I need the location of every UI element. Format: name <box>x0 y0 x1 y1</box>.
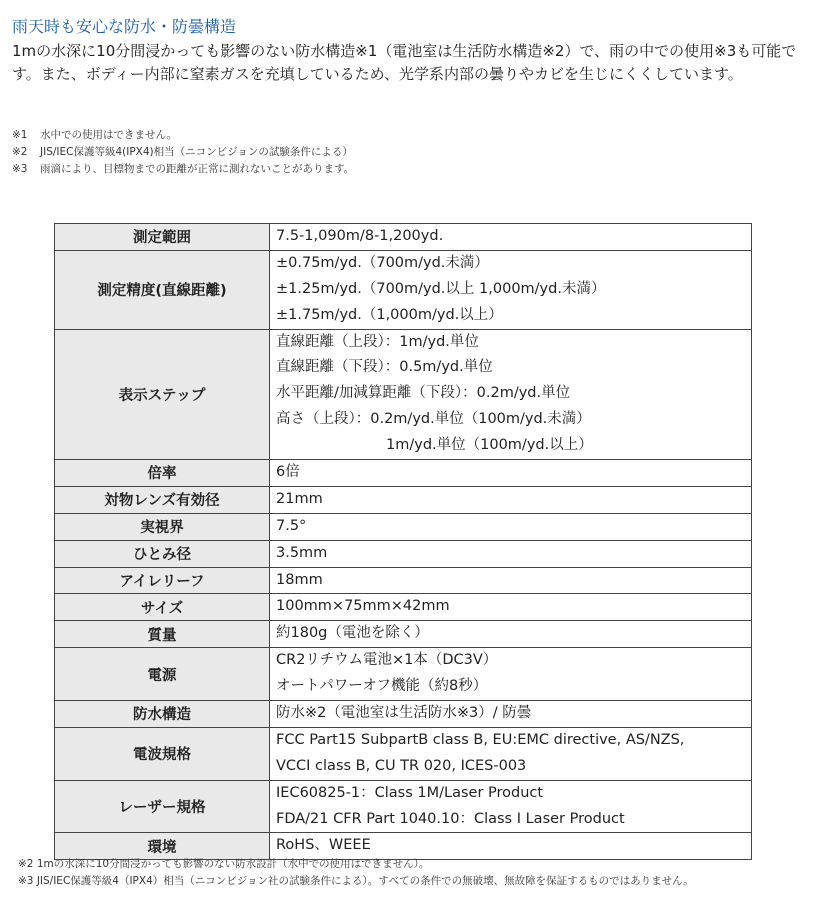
spec-value-line: RoHS、WEEE <box>276 837 371 854</box>
spec-label: アイレリーフ <box>55 567 270 594</box>
spec-value-line: 1m/yd.単位（100m/yd.以上） <box>386 437 593 454</box>
spec-table <box>54 223 752 860</box>
spec-label: 電源 <box>55 648 270 701</box>
footnote-item: ※2 1mの水深に10分間浸かっても影響のない防水設計（水中での使用はできません）。 <box>18 858 430 870</box>
spec-row <box>55 648 752 701</box>
spec-value-line: 直線距離（上段）：1m/yd.単位 <box>276 333 479 350</box>
spec-value-line: 直線距離（下段）：0.5m/yd.単位 <box>276 359 493 376</box>
spec-value-line: IEC60825-1：Class 1M/Laser Product <box>276 784 544 801</box>
spec-value-line: 約180g（電池を除く） <box>276 625 429 642</box>
spec-label: 測定精度(直線距離) <box>55 250 270 329</box>
note-text: 水中での使用はできません。 <box>40 129 178 141</box>
section-heading: 雨天時も安心な防水・防曇構造 <box>12 17 237 36</box>
spec-label: 対物レンズ有効径 <box>55 486 270 513</box>
spec-value <box>270 727 752 780</box>
spec-value-line: 18mm <box>276 571 323 588</box>
spec-label: 環境 <box>55 833 270 860</box>
spec-value <box>270 567 752 594</box>
spec-label: 実視界 <box>55 513 270 540</box>
spec-value-line: 水平距離/加減算距離（下段）：0.2m/yd.単位 <box>276 385 571 402</box>
spec-value-line: オートパワーオフ機能（約8秒） <box>276 678 488 695</box>
spec-value-line: 7.5° <box>276 517 307 534</box>
spec-label: 測定範囲 <box>55 224 270 251</box>
note-item <box>12 144 807 161</box>
note-item <box>12 127 807 144</box>
note-text: JIS/IEC保護等級4(IPX4)相当（ニコンビジョンの試験条件による） <box>40 146 353 158</box>
intro-paragraph: 1mの水深に10分間浸かっても影響のない防水構造※1（電池室は生活防水構造※2）で、雨の中での使用※3も可能です。また、ボディー内部に窒素ガスを充填しているため、光学系内部の曇りやカビを生じにくくしています。 <box>12 42 797 83</box>
spec-label: 防水構造 <box>55 701 270 728</box>
spec-value <box>270 224 752 251</box>
spec-row <box>55 594 752 621</box>
spec-row <box>55 727 752 780</box>
spec-row <box>55 540 752 567</box>
spec-label: 表示ステップ <box>55 329 270 459</box>
spec-label: レーザー規格 <box>55 780 270 833</box>
spec-value <box>270 250 752 329</box>
spec-row <box>55 567 752 594</box>
spec-value <box>270 513 752 540</box>
spec-value-line: 高さ（上段）：0.2m/yd.単位（100m/yd.未満） <box>276 411 591 428</box>
note-mark: ※1 <box>12 129 28 141</box>
spec-value-line: 21mm <box>276 490 323 507</box>
note-mark: ※2 <box>12 146 28 158</box>
spec-value <box>270 648 752 701</box>
note-mark: ※3 <box>12 163 28 175</box>
spec-row <box>55 513 752 540</box>
spec-value-line: 7.5-1,090m/8-1,200yd. <box>276 228 444 244</box>
spec-label: ひとみ径 <box>55 540 270 567</box>
spec-value-line: ±1.25m/yd.（700m/yd.以上 1,000m/yd.未満） <box>276 280 606 297</box>
spec-label: 電波規格 <box>55 727 270 780</box>
spec-value <box>270 460 752 487</box>
spec-label: サイズ <box>55 594 270 621</box>
spec-value-line: 100mm×75mm×42mm <box>276 598 450 615</box>
spec-value <box>270 621 752 648</box>
spec-value-line: FCC Part15 SubpartB class B, EU:EMC directive, AS/NZS, <box>276 731 685 748</box>
spec-value-line: 防水※2（電池室は生活防水※3）/ 防曇 <box>276 705 532 722</box>
spec-label: 質量 <box>55 621 270 648</box>
spec-value-line: 6倍 <box>276 464 300 481</box>
spec-value-line: ±1.75m/yd.（1,000m/yd.以上） <box>276 306 503 323</box>
spec-row <box>55 329 752 459</box>
spec-row <box>55 250 752 329</box>
note-item <box>12 161 807 178</box>
spec-value <box>270 780 752 833</box>
spec-row <box>55 460 752 487</box>
note-text: 雨滴により、目標物までの距離が正常に測れないことがあります。 <box>40 163 355 175</box>
spec-value <box>270 540 752 567</box>
spec-value <box>270 329 752 459</box>
spec-label: 倍率 <box>55 460 270 487</box>
spec-value <box>270 486 752 513</box>
spec-row <box>55 224 752 251</box>
spec-row <box>55 621 752 648</box>
footnote-item: ※3 JIS/IEC保護等級4（IPX4）相当（ニコンビジョン社の試験条件による）。すべての条件での無破壊、無故障を保証するものではありません。 <box>18 875 694 887</box>
spec-value-line: 3.5mm <box>276 544 328 561</box>
spec-value-line: FDA/21 CFR Part 1040.10：Class I Laser Product <box>276 810 625 827</box>
footnotes-list <box>18 856 813 890</box>
spec-row <box>55 701 752 728</box>
spec-value <box>270 701 752 728</box>
spec-row <box>55 780 752 833</box>
spec-value <box>270 594 752 621</box>
spec-value-line: VCCI class B, CU TR 020, ICES-003 <box>276 757 527 774</box>
spec-row <box>55 486 752 513</box>
notes-list <box>12 127 807 178</box>
spec-value-line: CR2リチウム電池×1本（DC3V） <box>276 652 498 669</box>
spec-value-line: ±0.75m/yd.（700m/yd.未満） <box>276 254 489 271</box>
